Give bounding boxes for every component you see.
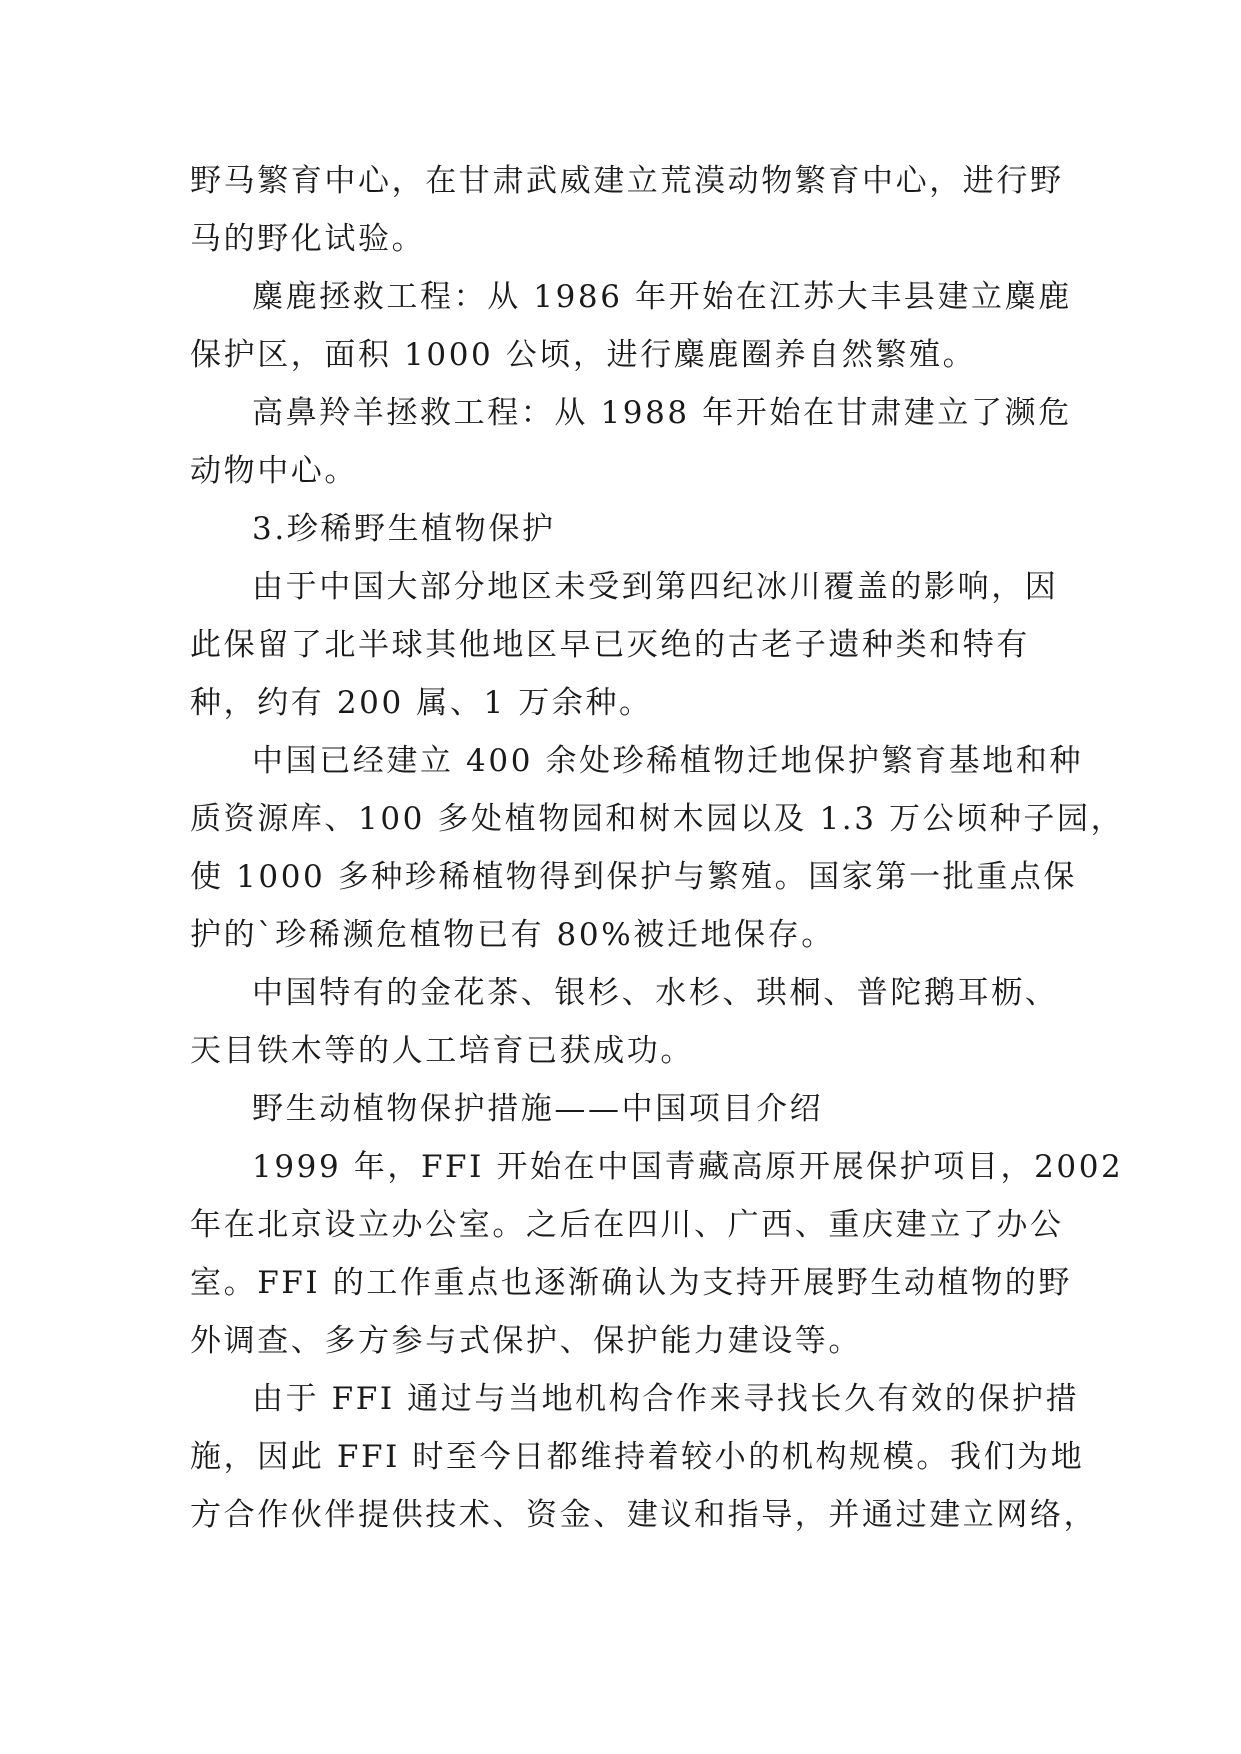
section-heading: 3.珍稀野生植物保护 <box>252 511 556 547</box>
text-line: 施，因此 FFI 时至今日都维持着较小的机构规模。我们为地 <box>190 1439 1085 1475</box>
text-line: 中国已经建立 400 余处珍稀植物迁地保护繁育基地和种 <box>252 743 1084 779</box>
text-line: 年在北京设立办公室。之后在四川、广西、重庆建立了办公 <box>190 1207 1064 1243</box>
text-line: 天目铁木等的人工培育已获成功。 <box>190 1033 694 1069</box>
text-line: 质资源库、100 多处植物园和树木园以及 1.3 万公顷种子园， <box>190 801 1125 837</box>
text-line: 护的`珍稀濒危植物已有 80%被迁地保存。 <box>190 917 835 953</box>
section-heading: 野生动植物保护措施——中国项目介绍 <box>252 1091 824 1127</box>
text-line: 1999 年，FFI 开始在中国青藏高原开展保护项目，2002 <box>252 1149 1124 1185</box>
text-line: 种，约有 200 属、1 万余种。 <box>190 685 653 721</box>
text-line: 使 1000 多种珍稀植物得到保护与繁殖。国家第一批重点保 <box>190 859 1077 895</box>
text-line: 由于 FFI 通过与当地机构合作来寻找长久有效的保护措 <box>252 1381 1080 1417</box>
text-line: 室。FFI 的工作重点也逐渐确认为支持开展野生动植物的野 <box>190 1265 1072 1301</box>
document-body <box>190 152 1125 1544</box>
text-line: 此保留了北半球其他地区早已灭绝的古老子遗种类和特有 <box>190 627 1030 663</box>
text-line: 高鼻羚羊拯救工程：从 1988 年开始在甘肃建立了濒危 <box>252 395 1072 431</box>
text-line: 中国特有的金花茶、银杉、水杉、珙桐、普陀鹅耳枥、 <box>252 975 1059 1011</box>
text-line: 动物中心。 <box>190 453 358 489</box>
text-line: 保护区，面积 1000 公顷，进行麋鹿圈养自然繁殖。 <box>190 337 977 373</box>
text-line: 由于中国大部分地区未受到第四纪冰川覆盖的影响，因 <box>252 569 1059 605</box>
text-line: 外调查、多方参与式保护、保护能力建设等。 <box>190 1323 862 1359</box>
text-line: 方合作伙伴提供技术、资金、建议和指导，并通过建立网络， <box>190 1497 1098 1533</box>
text-line: 马的野化试验。 <box>190 221 426 257</box>
text-line: 麋鹿拯救工程：从 1986 年开始在江苏大丰县建立麋鹿 <box>252 279 1072 315</box>
text-line: 野马繁育中心，在甘肃武威建立荒漠动物繁育中心，进行野 <box>190 163 1064 199</box>
